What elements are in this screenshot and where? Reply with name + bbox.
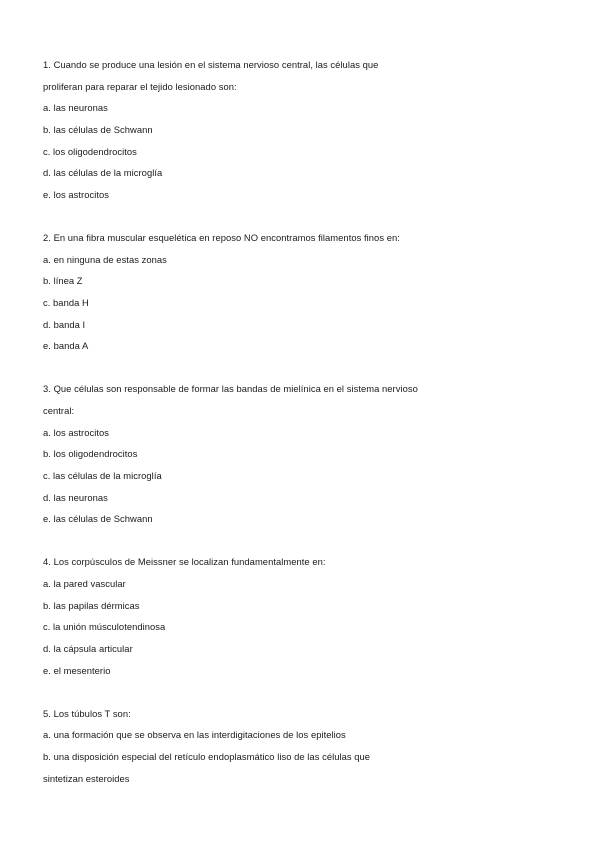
answer-option: a. en ninguna de estas zonas: [43, 253, 167, 265]
answer-option: e. banda A: [43, 340, 89, 352]
question-stem: central:: [43, 405, 75, 416]
answer-option: e. el mesenterio: [43, 664, 111, 676]
answer-option: a. los astrocitos: [43, 426, 109, 438]
question-stem: 5. Los túbulos T son:: [43, 707, 131, 719]
question-1: [43, 54, 463, 205]
answer-option: b. línea Z: [43, 275, 83, 287]
quiz-content: [43, 54, 463, 811]
answer-option: b. una disposición especial del retículo endoplasmático liso de las células que: [43, 751, 371, 762]
question-stem: proliferan para reparar el tejido lesionado son:: [43, 80, 237, 92]
answer-option-continuation: sintetizan esteroides: [43, 772, 130, 784]
question-stem: 1. Cuando se produce una lesión en el sistema nervioso central, las células que: [43, 59, 379, 70]
answer-option: c. las células de la microglía: [43, 469, 162, 481]
answer-option: d. las neuronas: [43, 491, 108, 503]
question-2: [43, 227, 463, 357]
question-stem: 3. Que células son responsable de formar las bandas de mielínica en el sistema nervioso: [43, 383, 418, 395]
answer-option: c. los oligodendrocitos: [43, 145, 137, 157]
answer-option: d. banda I: [43, 318, 86, 330]
answer-option: a. la pared vascular: [43, 578, 126, 589]
answer-option: b. los oligodendrocitos: [43, 448, 138, 460]
question-stem: 2. En una fibra muscular esquelética en reposo NO encontramos filamentos finos en:: [43, 232, 400, 243]
answer-option: d. las células de la microglía: [43, 167, 163, 179]
answer-option: c. banda H: [43, 296, 89, 308]
answer-option: a. las neuronas: [43, 102, 108, 114]
answer-option: d. la cápsula articular: [43, 642, 133, 654]
question-4: [43, 551, 463, 681]
answer-option: a. una formación que se observa en las interdigitaciones de los epitelios: [43, 729, 346, 741]
answer-option: b. las células de Schwann: [43, 123, 153, 135]
answer-option: b. las papilas dérmicas: [43, 599, 140, 611]
answer-option: e. los astrocitos: [43, 188, 109, 200]
answer-option: c. la unión músculotendinosa: [43, 621, 166, 633]
question-3: [43, 378, 463, 529]
answer-option: e. las células de Schwann: [43, 513, 153, 525]
question-stem: 4. Los corpúsculos de Meissner se localizan fundamentalmente en:: [43, 556, 326, 568]
question-5: [43, 703, 463, 790]
